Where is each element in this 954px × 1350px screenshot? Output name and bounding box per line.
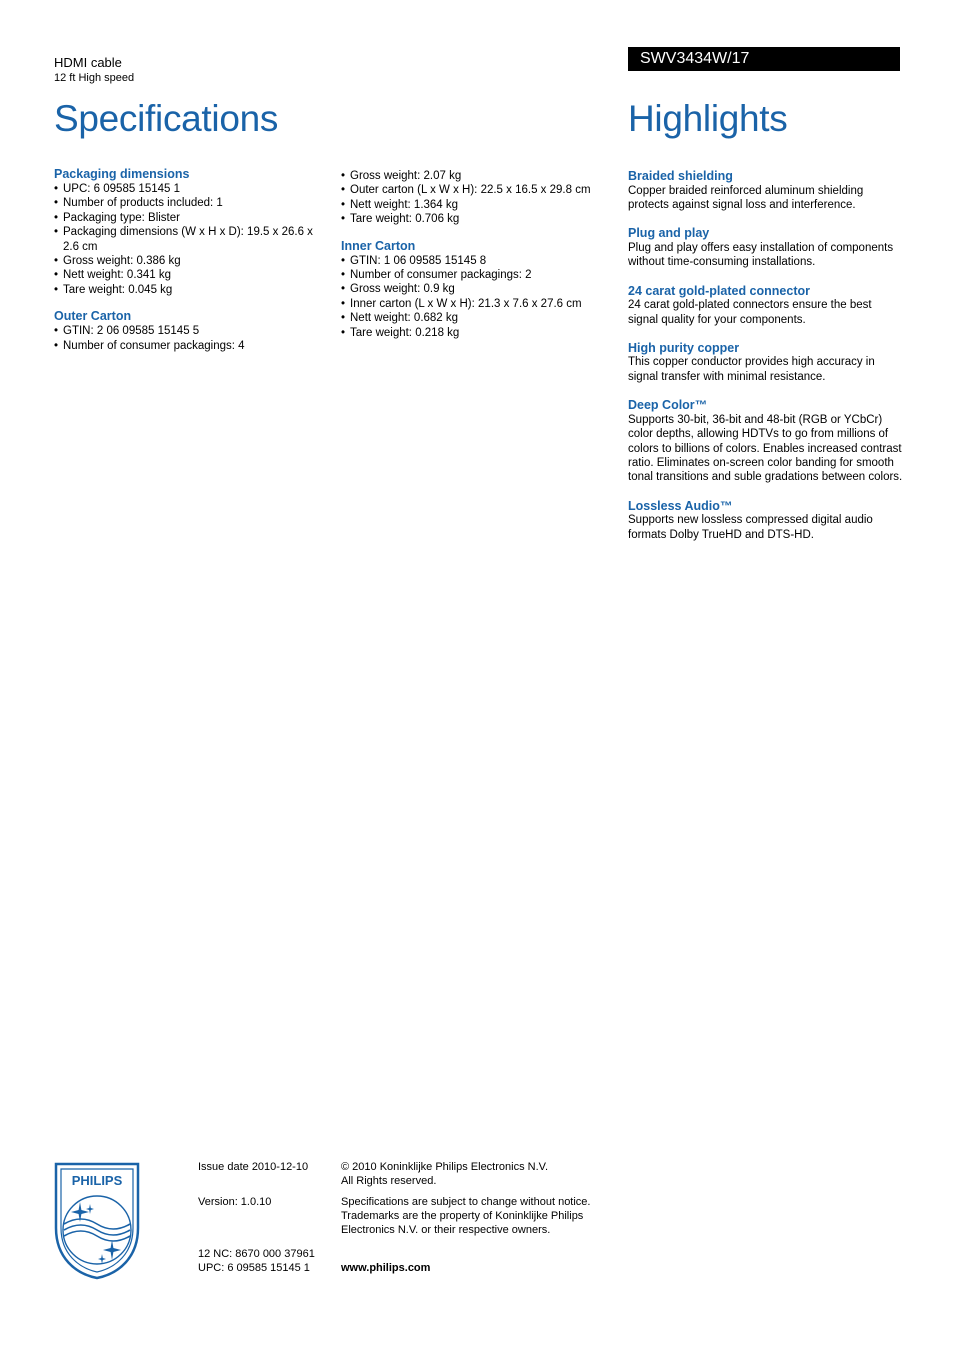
highlights-title: Highlights — [628, 98, 788, 139]
copyright-line: © 2010 Koninklijke Philips Electronics N.V. — [341, 1161, 549, 1173]
highlight-item — [628, 398, 903, 485]
notice-line: Trademarks are the property of Koninklijke Philips — [341, 1210, 584, 1223]
packaging-list — [54, 182, 324, 297]
copyright — [341, 1160, 611, 1188]
product-subtitle: 12 ft High speed — [54, 72, 135, 84]
highlight-title: Lossless Audio™ — [628, 498, 733, 513]
highlight-text: 24 carat gold-plated connectors ensure the best signal quality for your components. — [628, 299, 872, 326]
list-item: • Packaging type: Blister — [54, 211, 324, 225]
outer-carton-list — [54, 324, 324, 353]
notice-line: Specifications are subject to change without notice. — [341, 1196, 591, 1208]
issue-date: Issue date 2010-12-10 — [198, 1161, 309, 1173]
section-title-outer-carton: Outer Carton — [54, 309, 132, 324]
list-item: • Gross weight: 0.9 kg — [341, 282, 621, 296]
highlight-text: This copper conductor provides high accuracy in signal transfer with minimal resistance. — [628, 356, 875, 383]
list-item: • Nett weight: 0.682 kg — [341, 311, 621, 325]
specifications-title: Specifications — [54, 98, 279, 139]
list-item: • Gross weight: 2.07 kg — [341, 169, 621, 183]
specs-column-2 — [341, 169, 621, 340]
highlight-title: High purity copper — [628, 340, 740, 355]
highlight-text: Copper braided reinforced aluminum shielding protects against signal loss and interference. — [628, 184, 864, 211]
highlight-item — [628, 226, 903, 269]
highlight-text: Plug and play offers easy installation of components without time-consuming installations. — [628, 241, 894, 269]
list-item: • Outer carton (L x W x H): 22.5 x 16.5 x 29.8 cm — [341, 183, 621, 197]
list-item: • Number of products included: 1 — [54, 196, 324, 210]
list-item: • Nett weight: 1.364 kg — [341, 198, 621, 212]
philips-shield-logo — [54, 1162, 140, 1280]
version: Version: 1.0.10 — [198, 1196, 272, 1208]
model-number-bar: SWV3434W/17 — [628, 47, 900, 71]
website-link[interactable]: www.philips.com — [341, 1262, 431, 1274]
highlight-item — [628, 169, 903, 212]
footer-codes — [198, 1247, 338, 1275]
inner-carton-list — [341, 254, 621, 340]
highlight-title: 24 carat gold-plated connector — [628, 283, 810, 298]
highlights-column — [628, 169, 903, 542]
list-item: • Tare weight: 0.218 kg — [341, 326, 621, 340]
highlight-title: Deep Color™ — [628, 398, 708, 413]
highlight-item — [628, 284, 903, 327]
list-item: • Tare weight: 0.045 kg — [54, 283, 324, 297]
twelve-nc: 12 NC: 8670 000 37961 — [198, 1248, 315, 1260]
highlight-text: Supports new lossless compressed digital audio formats Dolby TrueHD and DTS-HD. — [628, 514, 873, 541]
list-item: • GTIN: 1 06 09585 15145 8 — [341, 254, 621, 268]
list-item: • Number of consumer packagings: 4 — [54, 339, 324, 353]
highlight-title: Plug and play — [628, 226, 710, 241]
highlight-title: Braided shielding — [628, 169, 733, 183]
footer-upc: UPC: 6 09585 15145 1 — [198, 1262, 310, 1275]
list-item: • Nett weight: 0.341 kg — [54, 268, 324, 282]
philips-shield-icon — [54, 1162, 140, 1280]
specs-notice — [341, 1195, 611, 1238]
specs-column-1 — [54, 167, 324, 353]
list-item: • Number of consumer packagings: 2 — [341, 268, 621, 282]
outer-carton-continued-list — [341, 169, 621, 227]
list-item: • Tare weight: 0.706 kg — [341, 212, 621, 226]
highlight-item — [628, 499, 903, 542]
highlight-item — [628, 341, 903, 384]
rights-line: All Rights reserved. — [341, 1175, 437, 1188]
section-title-inner-carton: Inner Carton — [341, 238, 416, 253]
list-item: • Packaging dimensions (W x H x D): 19.5 x 26.6 x 2.6 cm — [54, 225, 324, 254]
logo-wordmark: PHILIPS — [71, 1173, 123, 1188]
notice-line: Electronics N.V. or their respective owners. — [341, 1224, 551, 1237]
list-item: • GTIN: 2 06 09585 15145 5 — [54, 324, 324, 338]
list-item: • UPC: 6 09585 15145 1 — [54, 182, 324, 196]
section-title-packaging: Packaging dimensions — [54, 167, 190, 181]
list-item: • Gross weight: 0.386 kg — [54, 254, 324, 268]
highlight-text: Supports 30-bit, 36-bit and 48-bit (RGB or YCbCr) color depths, allowing HDTVs to go from millions of colors to billions of colors. Enables increased contrast ratio. Eliminates on-screen color banding for smooth tonal transitions and suble gradations between colors. — [628, 413, 903, 484]
list-item: • Inner carton (L x W x H): 21.3 x 7.6 x 27.6 cm — [341, 297, 621, 311]
product-name: HDMI cable — [54, 55, 122, 70]
